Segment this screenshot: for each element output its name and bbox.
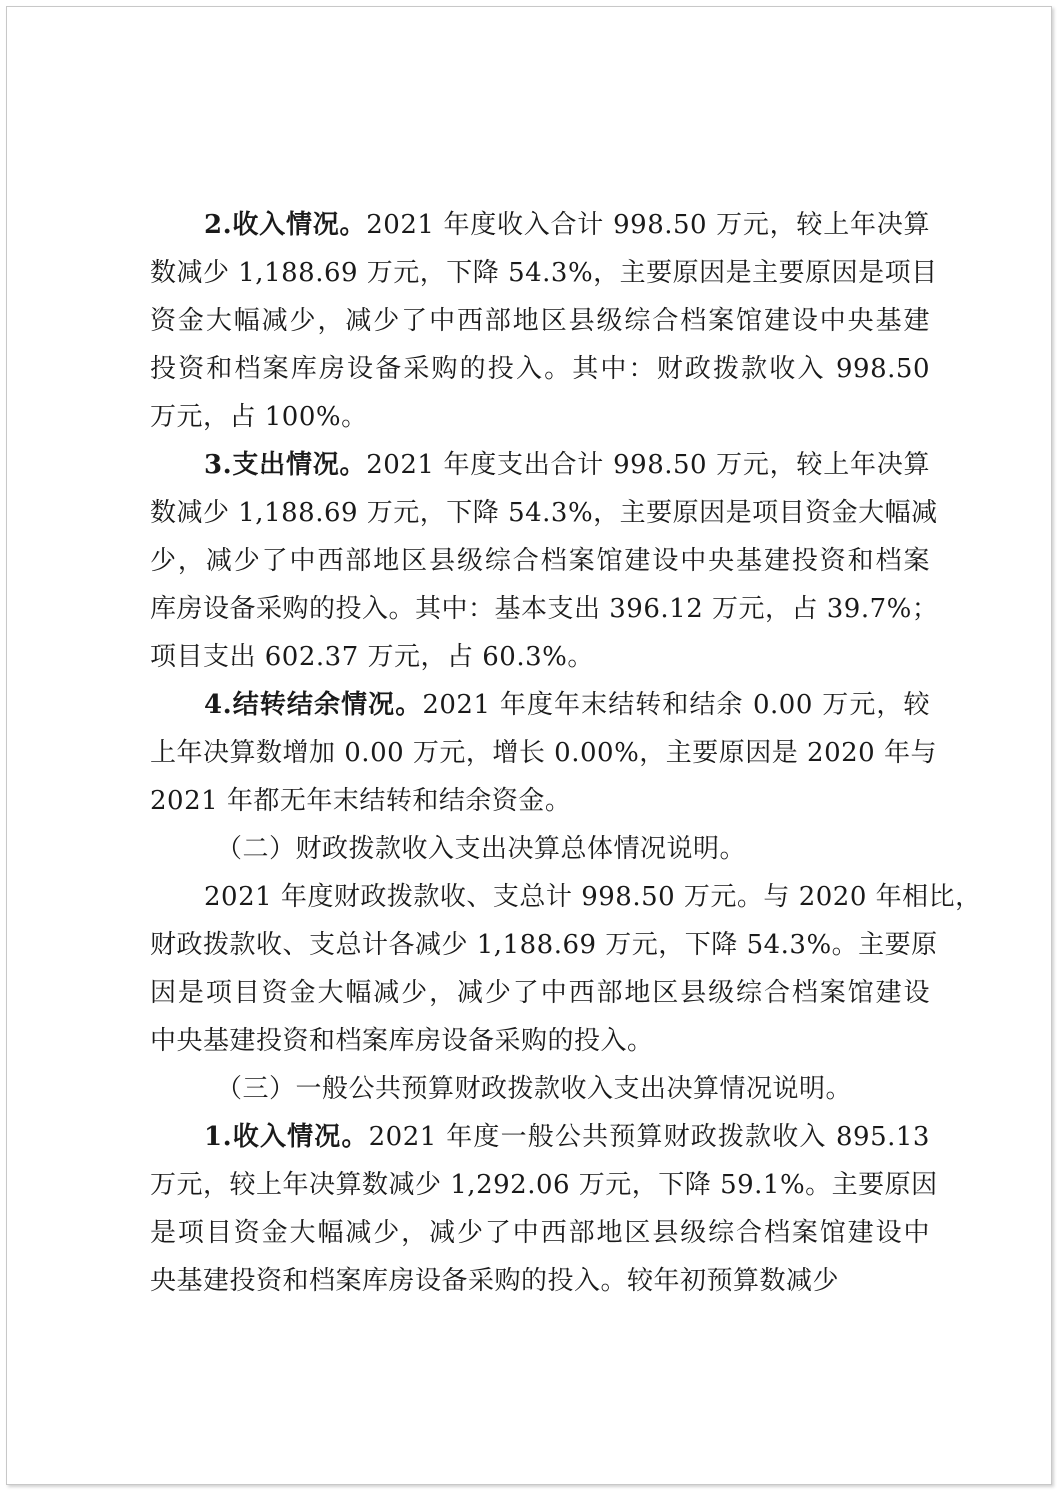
section-heading: 1.收入情况。: [204, 1122, 369, 1152]
paragraph-line: 万元，占 100%。: [150, 402, 368, 432]
paragraph-line: 因是项目资金大幅减少，减少了中西部地区县级综合档案馆建设: [150, 978, 930, 1008]
paragraph-line: 中央基建投资和档案库房设备采购的投入。: [150, 1026, 654, 1056]
paragraph-line: 库房设备采购的投入。其中：基本支出 396.12 万元，占 39.7%；: [150, 594, 939, 624]
paragraph-line: 数减少 1,188.69 万元，下降 54.3%，主要原因是项目资金大幅减: [150, 498, 938, 528]
paragraph-line: 2021 年度财政拨款收、支总计 998.50 万元。与 2020 年相比，: [204, 882, 982, 912]
document-body: [150, 201, 982, 1305]
paragraph-line: 财政拨款收、支总计各减少 1,188.69 万元，下降 54.3%。主要原: [150, 930, 938, 960]
document-page: [6, 6, 1052, 1485]
paragraph-line: 资金大幅减少，减少了中西部地区县级综合档案馆建设中央基建: [150, 306, 930, 336]
section-heading: 4.结转结余情况。: [204, 690, 423, 720]
paragraph-line: 4.结转结余情况。2021 年度年末结转和结余 0.00 万元，较: [204, 690, 930, 720]
paragraph-line: 央基建投资和档案库房设备采购的投入。较年初预算数减少: [150, 1266, 840, 1296]
paragraph-line: 2021 年都无年末结转和结余资金。: [150, 786, 572, 816]
subsection-title: （三）一般公共预算财政拨款收入支出决算情况说明。: [216, 1074, 853, 1104]
section-heading: 2.收入情况。: [204, 210, 367, 240]
paragraph-line: 2.收入情况。2021 年度收入合计 998.50 万元，较上年决算: [204, 210, 930, 240]
paragraph-line: 1.收入情况。2021 年度一般公共预算财政拨款收入 895.13: [204, 1122, 930, 1152]
paragraph-line: 数减少 1,188.69 万元，下降 54.3%，主要原因是主要原因是项目: [150, 258, 938, 288]
paragraph-line: 项目支出 602.37 万元，占 60.3%。: [150, 642, 594, 672]
subsection-title: （二）财政拨款收入支出决算总体情况说明。: [216, 834, 747, 864]
paragraph-line: 上年决算数增加 0.00 万元，增长 0.00%，主要原因是 2020 年与: [150, 738, 937, 768]
paragraph-line: 3.支出情况。2021 年度支出合计 998.50 万元，较上年决算: [204, 450, 930, 480]
paragraph-line: 是项目资金大幅减少，减少了中西部地区县级综合档案馆建设中: [150, 1218, 930, 1248]
section-heading: 3.支出情况。: [204, 450, 367, 480]
paragraph-line: 万元，较上年决算数减少 1,292.06 万元，下降 59.1%。主要原因: [150, 1170, 938, 1200]
paragraph-line: 少，减少了中西部地区县级综合档案馆建设中央基建投资和档案: [150, 546, 930, 576]
paragraph-line: 投资和档案库房设备采购的投入。其中：财政拨款收入 998.50: [150, 354, 930, 384]
